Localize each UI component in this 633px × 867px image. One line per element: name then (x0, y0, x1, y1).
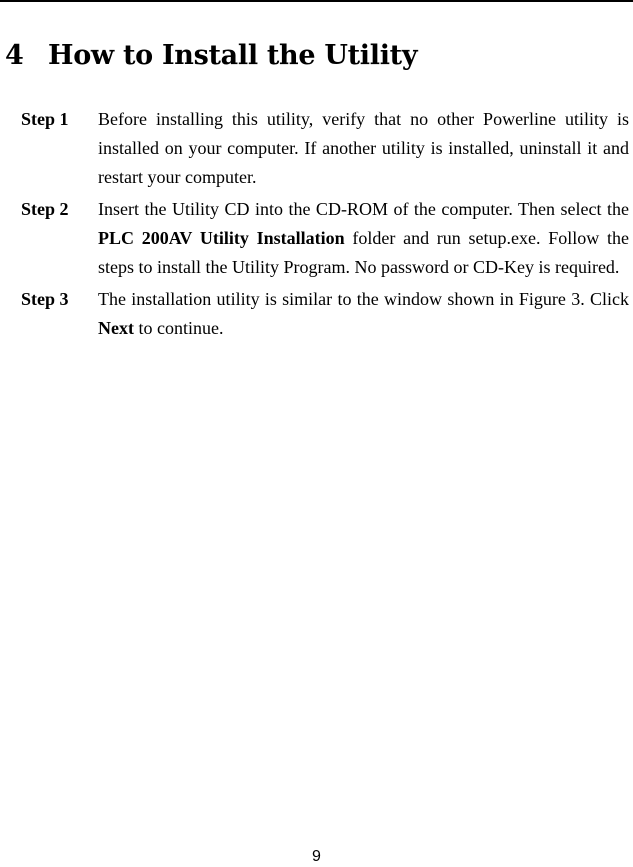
chapter-heading (5, 36, 417, 76)
page-number: 9 (312, 848, 321, 865)
step-1-text-part: Before installing this utility, verify that no other Powerline utility is installed on your computer. If another utility is installed, uninstall it and restart your computer. (98, 109, 629, 187)
step-list (0, 105, 633, 346)
step-2-text-part: folder and run setup.exe. Follow the steps to install the Utility Program. No password or CD-Key is required. (98, 228, 630, 277)
step-1-text (98, 105, 629, 192)
step-2-folder-name: PLC 200AV Utility Installation (98, 228, 345, 248)
step-3-text-part: The installation utility is similar to the window shown in Figure 3. Click (98, 289, 629, 309)
step-2-text (98, 195, 629, 282)
step-2-label: Step 2 (21, 199, 69, 219)
step-3-text-part: to continue. (133, 318, 224, 338)
step-1 (0, 105, 633, 192)
top-rule (0, 0, 633, 2)
step-2 (0, 195, 633, 282)
step-3-label: Step 3 (21, 289, 69, 309)
chapter-title: How to Install the Utility (48, 40, 418, 71)
step-1-label: Step 1 (21, 109, 69, 129)
step-3-text (98, 285, 629, 343)
step-3-next-button-name: Next (98, 318, 134, 338)
step-3 (0, 285, 633, 343)
step-2-text-part: Insert the Utility CD into the CD-ROM of the computer. Then select the (98, 199, 629, 219)
chapter-number: 4 (5, 40, 24, 71)
